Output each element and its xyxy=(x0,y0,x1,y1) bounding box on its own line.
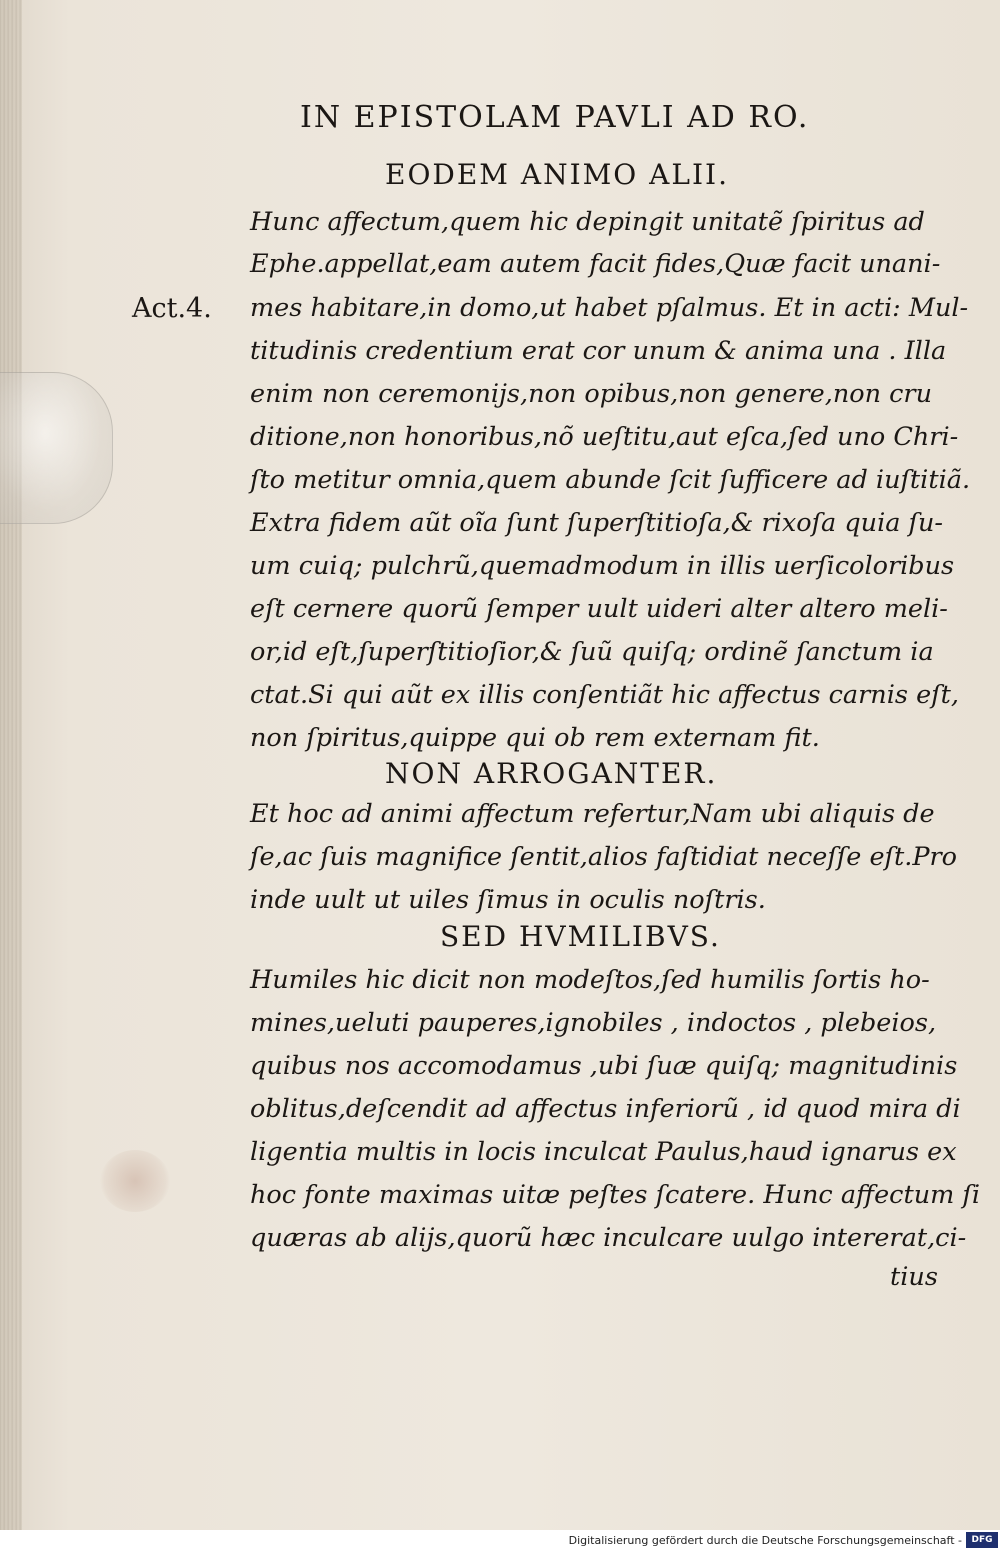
text-line: quæras ab alijs,quorũ hæc inculcare uulgo intererat,ci- xyxy=(250,1223,967,1253)
dfg-logo: DFG xyxy=(966,1532,998,1548)
text-line: Humiles hic dicit non modeſtos,ſed humilis ſortis ho- xyxy=(250,965,930,995)
text-line: non ſpiritus,quippe qui ob rem externam fit. xyxy=(250,723,820,753)
digitization-footer xyxy=(0,1530,1000,1552)
text-line: mines,ueluti pauperes,ignobiles , indoctos , plebeios, xyxy=(250,1008,937,1038)
text-line: ligentia multis in locis inculcat Paulus,haud ignarus ex xyxy=(250,1137,957,1167)
text-line: Ephe.appellat,eam autem facit fides,Quæ facit unani- xyxy=(250,249,941,279)
text-line: eſt cernere quorũ ſemper uult uideri alter altero meli- xyxy=(250,594,948,624)
footer-credit: Digitalisierung gefördert durch die Deutsche Forschungsgemeinschaft - xyxy=(568,1534,962,1547)
text-line: Et hoc ad animi affectum refertur,Nam ubi aliquis de xyxy=(250,799,935,829)
binding-gutter xyxy=(0,0,22,1530)
section-heading: NON ARROGANTER. xyxy=(385,757,718,790)
text-line: ſto metitur omnia,quem abunde ſcit ſufficere ad iuſtitiã. xyxy=(250,465,971,495)
catchword: tius xyxy=(890,1262,938,1292)
text-line: hoc fonte maximas uitæ peſtes ſcatere. Hunc affectum ſi xyxy=(250,1180,981,1210)
paper-stain xyxy=(100,1150,170,1212)
text-line: quibus nos accomodamus ,ubi ſuæ quiſq; magnitudinis xyxy=(250,1051,958,1081)
text-line: Hunc affectum,quem hic depingit unitatẽ ſpiritus ad xyxy=(250,207,925,237)
text-line: mes habitare,in domo,ut habet pſalmus. Et in acti: Mul- xyxy=(250,293,969,323)
section-heading: SED HVMILIBVS. xyxy=(440,920,721,953)
running-head: IN EPISTOLAM PAVLI AD RO. xyxy=(300,100,810,135)
text-line: ctat.Si qui aũt ex illis conſentiãt hic affectus carnis eſt, xyxy=(250,680,959,710)
text-line: titudinis credentium erat cor unum & anima una . Illa xyxy=(250,336,947,366)
text-line: ſe,ac ſuis magnifice ſentit,alios faſtidiat neceſſe eſt.Pro xyxy=(250,842,958,872)
text-line: um cuiq; pulchrũ,quemadmodum in illis uerſicoloribus xyxy=(250,551,955,581)
text-line: oblitus,deſcendit ad affectus inferiorũ , id quod mira di xyxy=(250,1094,961,1124)
text-line: or,id eſt,ſuperſtitioſior,& ſuũ quiſq; ordinẽ ſanctum ia xyxy=(250,637,934,667)
margin-note: Act.4. xyxy=(132,293,212,324)
text-line: ditione,non honoribus,nõ ueſtitu,aut eſca,ſed uno Chri- xyxy=(250,422,959,452)
text-line: Extra fidem aũt oĩa ſunt ſuperſtitioſa,& rixoſa quia ſu- xyxy=(250,508,944,538)
section-heading: EODEM ANIMO ALII. xyxy=(385,158,729,191)
glass-page-clip xyxy=(0,372,113,524)
text-line: enim non ceremonijs,non opibus,non genere,non cru xyxy=(250,379,933,409)
text-line: inde uult ut uiles ſimus in oculis noſtris. xyxy=(250,885,766,915)
